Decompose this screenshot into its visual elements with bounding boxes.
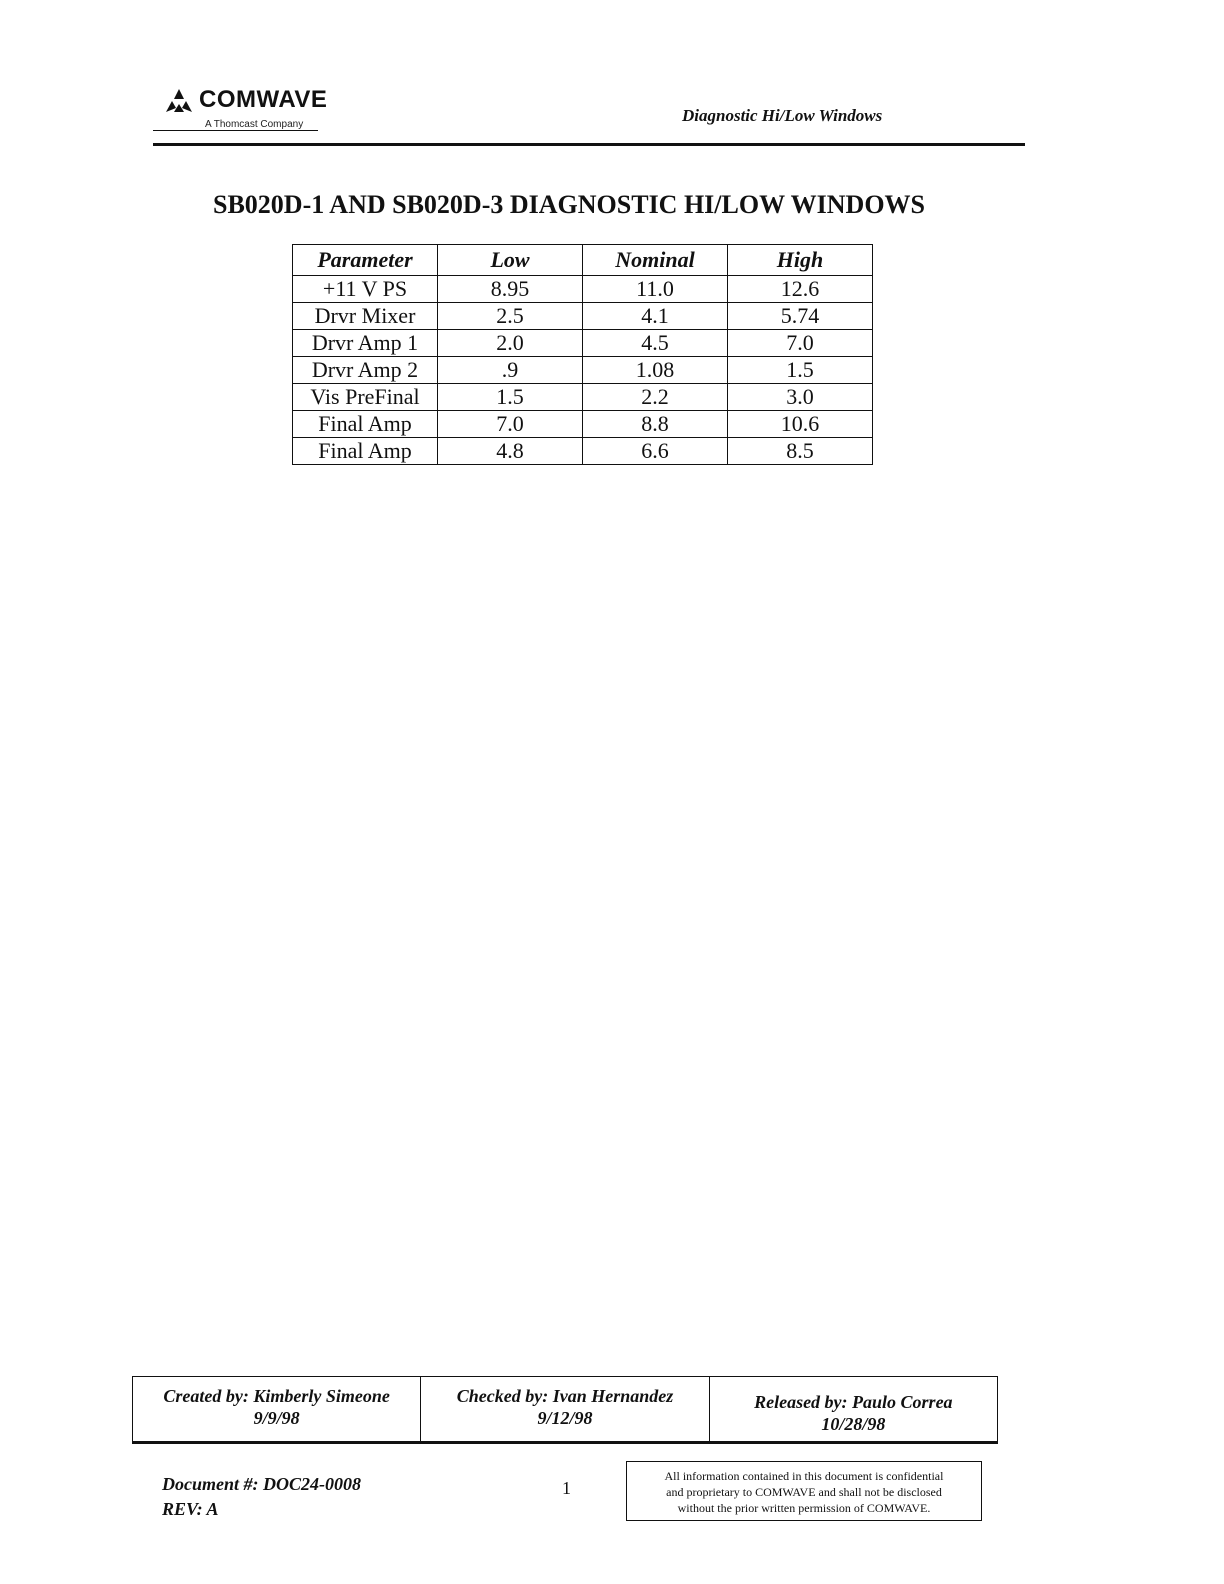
table-row (293, 384, 873, 411)
checked-by-label: Checked by: Ivan Hernandez (456, 1386, 674, 1406)
cell-nominal: 2.2 (583, 384, 728, 411)
table-row (293, 357, 873, 384)
cell-high: 1.5 (728, 357, 873, 384)
cell-low: 8.95 (438, 276, 583, 303)
cell-high: 12.6 (728, 276, 873, 303)
cell-nominal: 4.1 (583, 303, 728, 330)
cell-low: 2.0 (438, 330, 583, 357)
released-by-label: Released by: Paulo Correa (754, 1392, 953, 1412)
document-revision: REV: A (162, 1499, 219, 1519)
diagnostic-windows-table (292, 244, 873, 465)
cell-parameter: +11 V PS (293, 276, 438, 303)
document-info (162, 1472, 361, 1522)
cell-low: 2.5 (438, 303, 583, 330)
table-row (293, 438, 873, 465)
column-header-high: High (728, 245, 873, 276)
cell-parameter: Drvr Amp 1 (293, 330, 438, 357)
column-header-nominal: Nominal (583, 245, 728, 276)
cell-low: 7.0 (438, 411, 583, 438)
cell-nominal: 8.8 (583, 411, 728, 438)
signoff-created (133, 1377, 421, 1441)
cell-parameter: Final Amp (293, 411, 438, 438)
released-date: 10/28/98 (821, 1414, 886, 1434)
document-number: Document #: DOC24-0008 (162, 1474, 361, 1494)
page-number: 1 (562, 1478, 571, 1498)
cell-high: 3.0 (728, 384, 873, 411)
signoff-box (132, 1376, 998, 1444)
signoff-checked (421, 1377, 709, 1441)
table-row (293, 303, 873, 330)
cell-parameter: Vis PreFinal (293, 384, 438, 411)
cell-nominal: 1.08 (583, 357, 728, 384)
comwave-logo-icon (165, 88, 193, 114)
confidential-line: without the prior written permission of COMWAVE. (677, 1501, 931, 1515)
column-header-parameter: Parameter (293, 245, 438, 276)
confidentiality-notice (626, 1461, 982, 1521)
cell-parameter: Drvr Amp 2 (293, 357, 438, 384)
cell-high: 7.0 (728, 330, 873, 357)
checked-date: 9/12/98 (537, 1408, 593, 1428)
cell-low: 1.5 (438, 384, 583, 411)
signoff-released (710, 1377, 997, 1441)
table-row (293, 276, 873, 303)
cell-high: 10.6 (728, 411, 873, 438)
company-logo (165, 86, 355, 134)
header-divider (153, 143, 1025, 146)
cell-parameter: Final Amp (293, 438, 438, 465)
column-header-low: Low (438, 245, 583, 276)
company-tagline: A Thomcast Company (205, 119, 304, 130)
confidential-line: All information contained in this document is confidential (664, 1469, 944, 1483)
table-row (293, 411, 873, 438)
logo-underline (153, 130, 318, 131)
cell-nominal: 6.6 (583, 438, 728, 465)
table-header-row (293, 245, 873, 276)
header-document-subject: Diagnostic Hi/Low Windows (682, 106, 883, 125)
cell-low: 4.8 (438, 438, 583, 465)
cell-nominal: 4.5 (583, 330, 728, 357)
cell-parameter: Drvr Mixer (293, 303, 438, 330)
cell-high: 5.74 (728, 303, 873, 330)
confidential-line: and proprietary to COMWAVE and shall not be disclosed (666, 1485, 942, 1499)
cell-high: 8.5 (728, 438, 873, 465)
created-date: 9/9/98 (253, 1408, 300, 1428)
cell-nominal: 11.0 (583, 276, 728, 303)
cell-low: .9 (438, 357, 583, 384)
company-name: COMWAVE (199, 86, 328, 113)
page-title: SB020D-1 AND SB020D-3 DIAGNOSTIC HI/LOW WINDOWS (213, 190, 926, 219)
created-by-label: Created by: Kimberly Simeone (163, 1386, 390, 1406)
table-row (293, 330, 873, 357)
